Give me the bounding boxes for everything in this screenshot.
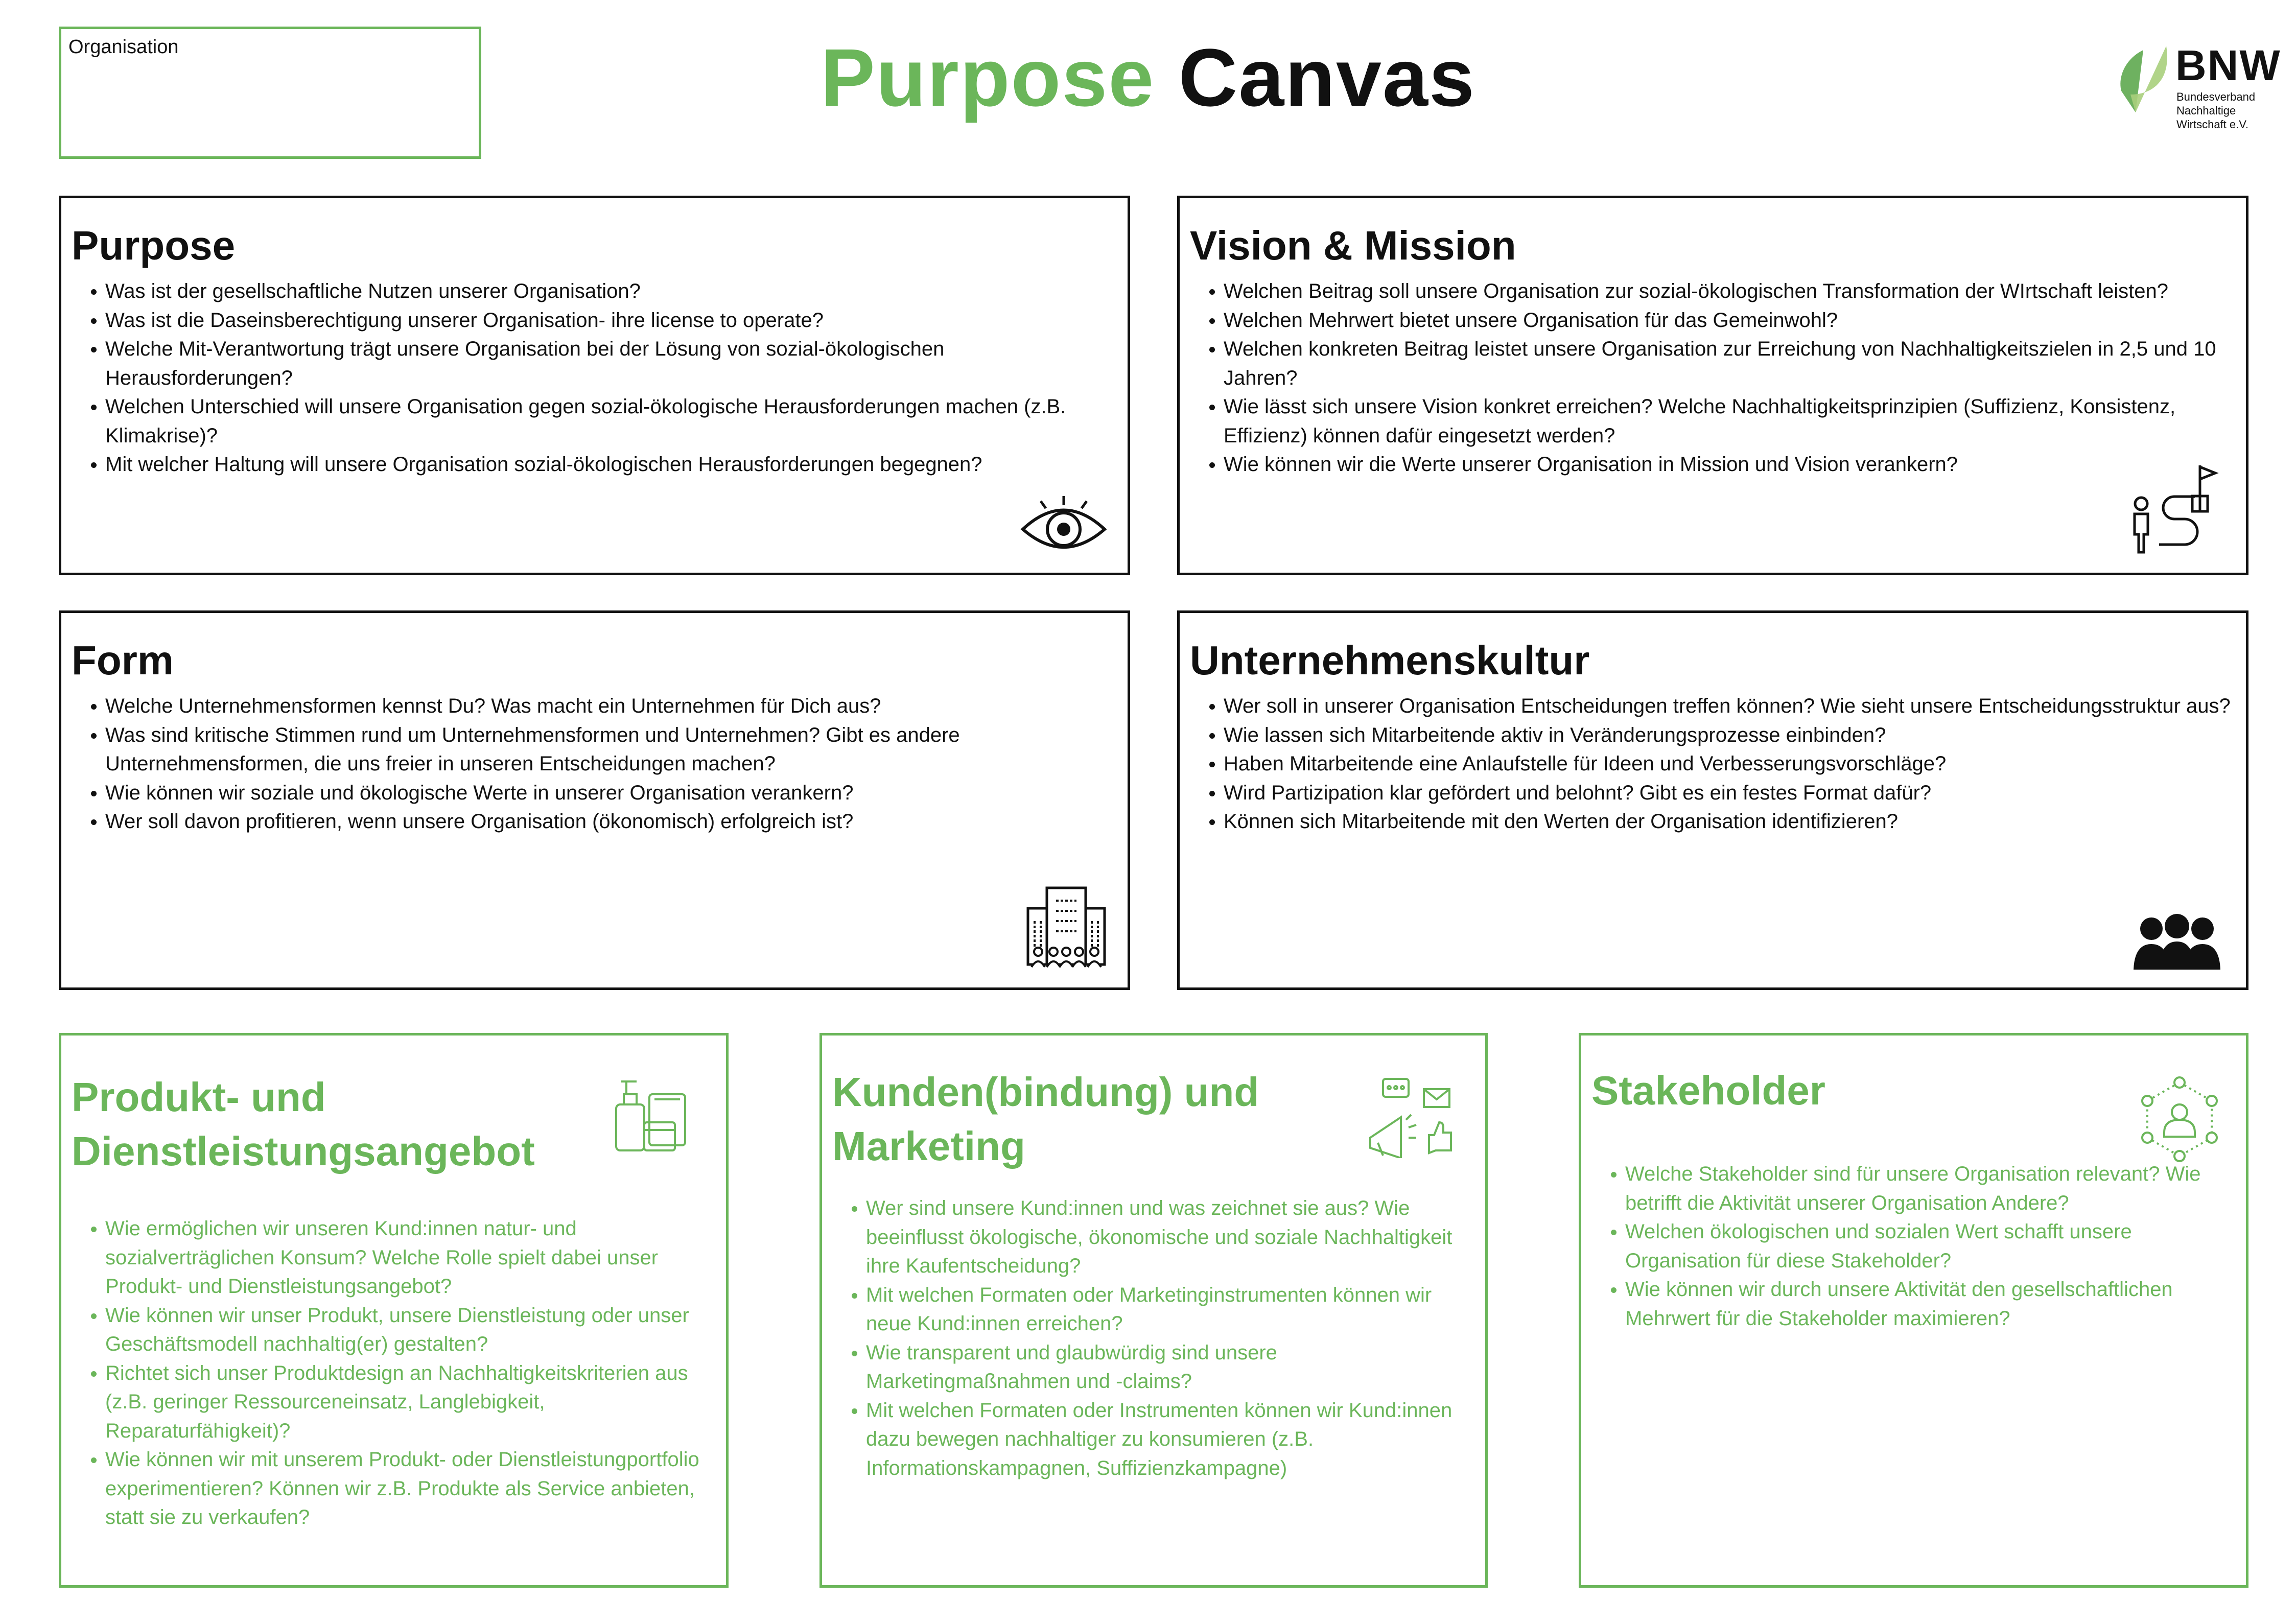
question-item: Was ist die Daseinsberechtigung unserer Organisation- ihre license to operate?: [72, 306, 1117, 335]
section-title: Purpose: [72, 223, 236, 268]
question-item: Wer sind unsere Kund:innen und was zeichnet sie aus? Wie beeinflusst ökologische, ökonomische und soziale Nachhaltigkeit ihre Kaufentscheidung?: [832, 1194, 1475, 1281]
question-item: Welche Stakeholder sind für unsere Organisation relevant? Wie betrifft die Aktivität unserer Organisation Andere?: [1591, 1160, 2236, 1217]
path-to-goal-icon: [2128, 463, 2220, 555]
logo-line: Nachhaltige: [2176, 104, 2236, 117]
products-icon: [614, 1076, 690, 1153]
team-icon: [2134, 913, 2220, 970]
question-item: Wie transparent und glaubwürdig sind unsere Marketingmaßnahmen und -claims?: [832, 1338, 1475, 1396]
question-item: Wer soll davon profitieren, wenn unsere Organisation (ökonomisch) erfolgreich ist?: [72, 807, 1117, 836]
question-item: Wie können wir unser Produkt, unsere Dienstleistung oder unser Geschäftsmodell nachhaltig(er) gestalten?: [72, 1301, 716, 1359]
question-item: Welchen konkreten Beitrag leistet unsere Organisation zur Erreichung von Nachhaltigkeitszielen in 2,5 und 10 Jahren?: [1190, 335, 2236, 392]
bnw-logo: [2115, 41, 2279, 138]
question-item: Wie lassen sich Mitarbeitende aktiv in Veränderungsprozesse einbinden?: [1190, 721, 2236, 750]
building-icon: [1025, 885, 1107, 970]
section-title: Stakeholder: [1591, 1068, 1825, 1113]
question-item: Wie können wir die Werte unserer Organisation in Mission und Vision verankern?: [1190, 450, 2236, 479]
section-kunden[interactable]: [819, 1033, 1488, 1588]
question-item: Welchen Beitrag soll unsere Organisation zur sozial-ökologischen Transformation der WIrtschaft leisten?: [1190, 277, 2236, 306]
logo-line: Bundesverband: [2176, 90, 2256, 103]
question-item: Mit welcher Haltung will unsere Organisation sozial-ökologischen Herausforderungen begegnen?: [72, 450, 1117, 479]
question-item: Mit welchen Formaten oder Instrumenten können wir Kund:innen dazu bewegen nachhaltiger zu konsumieren (z.B. Informationskampagnen, Suffizienzkampagne): [832, 1396, 1475, 1483]
question-list: [1190, 277, 2236, 479]
question-item: Können sich Mitarbeitende mit den Werten der Organisation identifizieren?: [1190, 807, 2236, 836]
section-form[interactable]: [59, 610, 1130, 990]
question-list: [1190, 692, 2236, 836]
question-item: Wer soll in unserer Organisation Entscheidungen treffen können? Wie sieht unsere Entscheidungsstruktur aus?: [1190, 692, 2236, 721]
question-item: Welchen ökologischen und sozialen Wert schafft unsere Organisation für diese Stakeholder?: [1591, 1217, 2236, 1275]
leaf-icon: [2115, 46, 2171, 117]
section-produkt[interactable]: [59, 1033, 729, 1588]
question-item: Richtet sich unser Produktdesign an Nachhaltigkeitskriterien aus (z.B. geringer Ressourceneinsatz, Langlebigkeit, Reparaturfähigkeit)?: [72, 1359, 716, 1446]
question-list: [72, 1214, 716, 1532]
question-item: Welche Unternehmensformen kennst Du? Was macht ein Unternehmen für Dich aus?: [72, 692, 1117, 721]
question-item: Wird Partizipation klar gefördert und belohnt? Gibt es ein festes Format dafür?: [1190, 779, 2236, 808]
question-item: Welchen Mehrwert bietet unsere Organisation für das Gemeinwohl?: [1190, 306, 2236, 335]
marketing-icon: [1368, 1076, 1455, 1158]
question-item: Welche Mit-Verantwortung trägt unsere Organisation bei der Lösung von sozial-ökologischen Herausforderungen?: [72, 335, 1117, 392]
question-item: Was sind kritische Stimmen rund um Unternehmensformen und Unternehmen? Gibt es andere Unternehmensformen, die uns freier in unseren Entscheidungen machen?: [72, 721, 1117, 779]
question-item: Haben Mitarbeitende eine Anlaufstelle für Ideen und Verbesserungsvorschläge?: [1190, 749, 2236, 779]
question-item: Wie können wir mit unserem Produkt- oder Dienstleistungportfolio experimentieren? Können wir z.B. Produkte als Service anbieten, statt sie zu verkaufen?: [72, 1445, 716, 1532]
logo-line: Wirtschaft e.V.: [2176, 118, 2249, 131]
section-purpose[interactable]: [59, 196, 1130, 575]
question-list: [72, 692, 1117, 836]
section-title: Form: [72, 638, 174, 683]
question-item: Welchen Unterschied will unsere Organisation gegen sozial-ökologische Herausforderungen machen (z.B. Klimakrise)?: [72, 392, 1117, 450]
title-green: Purpose: [821, 32, 1155, 123]
section-title: Kunden(bindung) und Marketing: [832, 1069, 1259, 1169]
title-black: Canvas: [1178, 32, 1475, 123]
question-item: Wie ermöglichen wir unseren Kund:innen natur- und sozialverträglichen Konsum? Welche Rolle spielt dabei unser Produkt- und Dienstleistungsangebot?: [72, 1214, 716, 1301]
section-stakeholder[interactable]: [1579, 1033, 2248, 1588]
question-item: Was ist der gesellschaftliche Nutzen unserer Organisation?: [72, 277, 1117, 306]
question-item: Mit welchen Formaten oder Marketinginstrumenten können wir neue Kund:innen erreichen?: [832, 1281, 1475, 1338]
question-item: Wie können wir soziale und ökologische Werte in unserer Organisation verankern?: [72, 779, 1117, 808]
page-title: [0, 31, 2296, 125]
section-unternehmenskultur[interactable]: [1177, 610, 2248, 990]
section-title: Produkt- und Dienstleistungsangebot: [72, 1074, 535, 1174]
logo-name: BNW: [2175, 41, 2281, 89]
section-title: Unternehmenskultur: [1190, 638, 1590, 683]
question-list: [1591, 1160, 2236, 1333]
question-list: [72, 277, 1117, 479]
question-list: [832, 1194, 1475, 1482]
eye-icon: [1020, 493, 1107, 555]
question-item: Wie lässt sich unsere Vision konkret erreichen? Welche Nachhaltigkeitsprinzipien (Suffizienz, Konsistenz, Effizienz) können dafür eingesetzt werden?: [1190, 392, 2236, 450]
section-vision[interactable]: [1177, 196, 2248, 575]
section-title: Vision & Mission: [1190, 223, 1516, 268]
organisation-label: Organisation: [68, 36, 179, 58]
question-item: Wie können wir durch unsere Aktivität den gesellschaftlichen Mehrwert für die Stakeholder maximieren?: [1591, 1275, 2236, 1333]
network-icon: [2136, 1076, 2223, 1163]
